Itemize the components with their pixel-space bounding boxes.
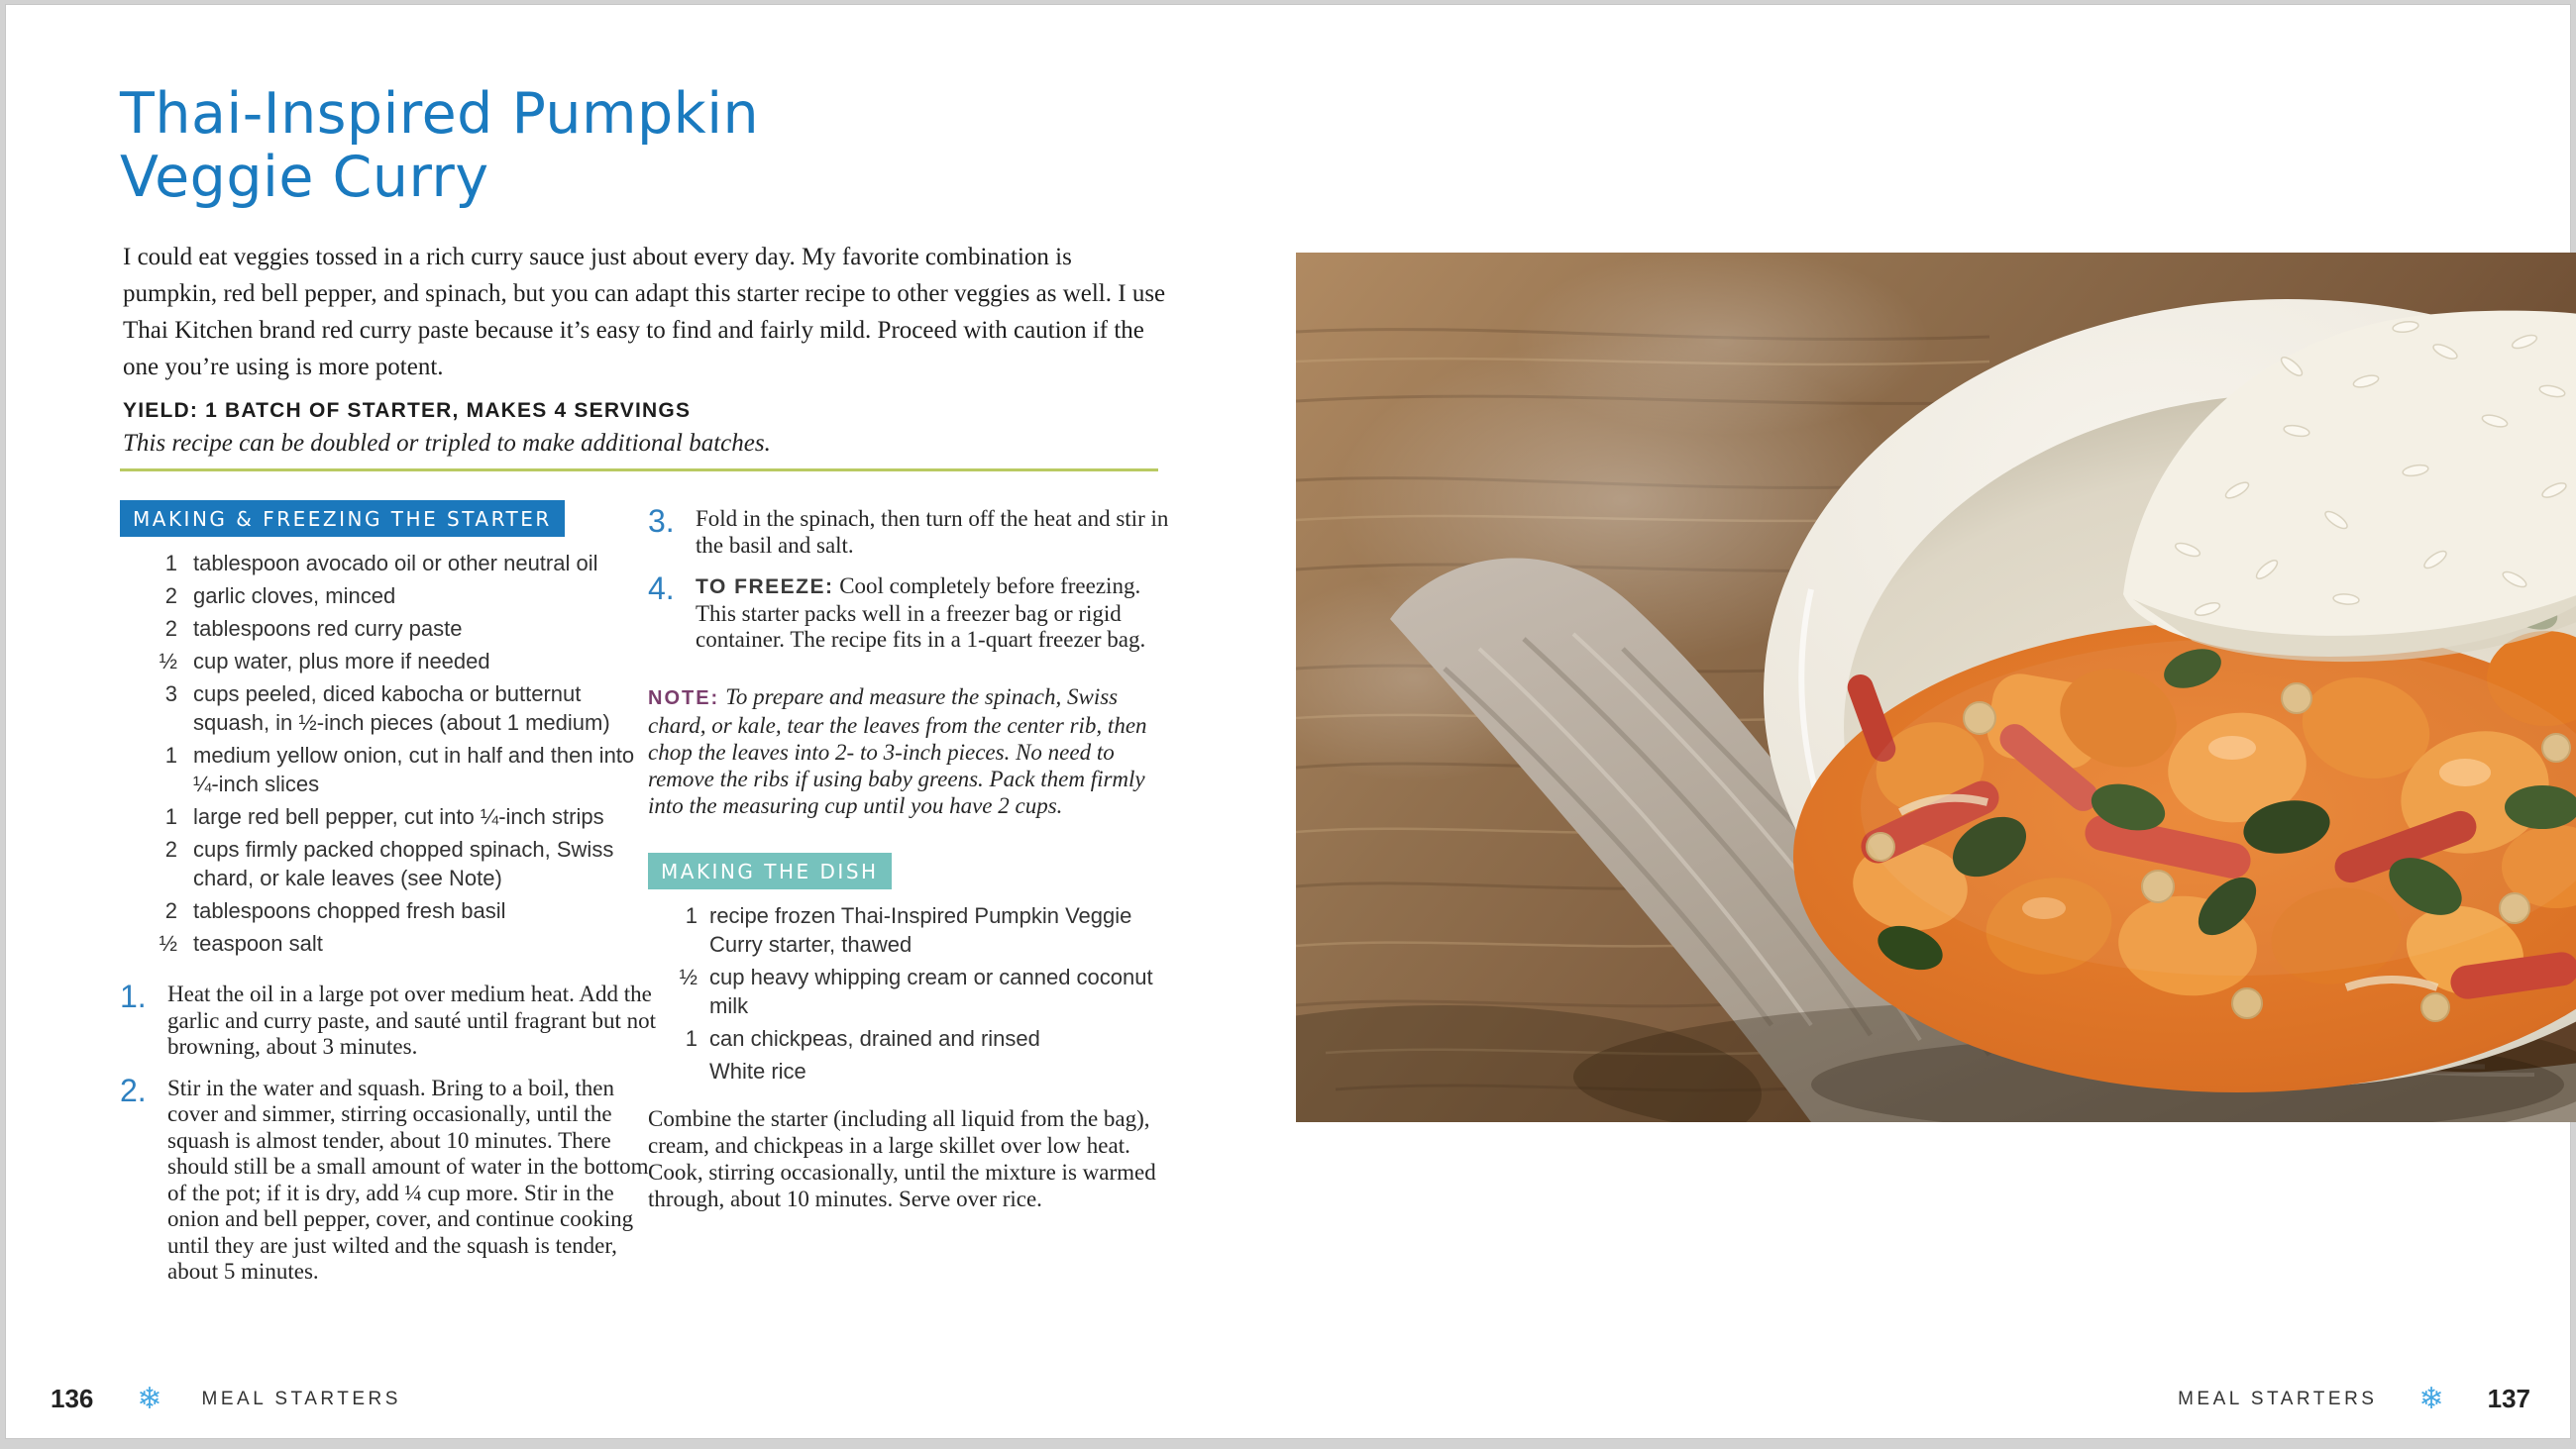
ingredient-row xyxy=(120,896,660,925)
footer-left xyxy=(51,1384,401,1414)
ingredient-qty: ½ xyxy=(159,649,177,673)
dish-section-header: MAKING THE DISH xyxy=(648,853,892,889)
to-freeze-label: TO FREEZE: xyxy=(696,575,834,598)
dish-column xyxy=(648,500,1173,1212)
ingredient-row xyxy=(120,835,660,892)
recipe-intro: I could eat veggies tossed in a rich curry sauce just about every day. My favorite combination is pumpkin, red bell pepper, and spinach, but you can adapt this starter recipe to other veggies as well. I use Thai Kitchen brand red curry paste because it’s easy to find and fairly mild. Proceed with caution if the one you’re using is more potent. xyxy=(123,244,1166,380)
ingredient-row xyxy=(648,963,1173,1020)
dish-ingredient-list xyxy=(648,901,1173,1086)
starter-steps-1-2 xyxy=(120,979,660,1286)
ingredient-text: cups peeled, diced kabocha or butternut squash, in ½-inch pieces (about 1 medium) xyxy=(193,681,610,735)
title-line-2: Veggie Curry xyxy=(120,145,489,210)
step-text: Stir in the water and squash. Bring to a boil, then cover and simmer, stirring occasionally, until the squash is almost tender, about 10 minutes. There should still be a small amount of water in the bottom of the pot; if it is dry, add ¼ cup more. Stir in the onion and bell pepper, cover, and continue cooking until they are just wilted and the squash is tender, about 5 minutes. xyxy=(167,1075,649,1284)
ingredient-text: recipe frozen Thai-Inspired Pumpkin Veggie Curry starter, thawed xyxy=(709,902,1132,957)
ingredient-qty: 2 xyxy=(164,583,177,608)
ingredient-text: cup heavy whipping cream or canned coconut milk xyxy=(709,964,1153,1018)
ingredient-row xyxy=(120,679,660,737)
step-text xyxy=(696,573,1173,654)
yield-line: YIELD: 1 BATCH OF STARTER, MAKES 4 SERVINGS xyxy=(123,399,692,422)
starter-section-header: MAKING & FREEZING THE STARTER xyxy=(120,500,565,537)
step-text: Heat the oil in a large pot over medium heat. Add the garlic and curry paste, and sauté until fragrant but not browning, about 3 minutes. xyxy=(167,982,657,1059)
step-text: Fold in the spinach, then turn off the heat and stir in the basil and salt. xyxy=(696,506,1169,558)
ingredient-qty: 1 xyxy=(685,902,698,928)
ingredient-qty: 2 xyxy=(164,616,177,641)
dish-instructions: Combine the starter (including all liquid from the bag), cream, and chickpeas in a large skillet over low heat. Cook, stirring occasionally, until the mixture is warmed through, about 10 minutes. Serve over rice. xyxy=(648,1105,1156,1211)
page-number-left: 136 xyxy=(51,1384,94,1413)
step-1 xyxy=(120,979,660,1061)
ingredient-text: medium yellow onion, cut in half and then into ¼-inch slices xyxy=(193,743,635,796)
ingredient-text: teaspoon salt xyxy=(193,931,323,956)
starter-steps-3-4 xyxy=(648,503,1173,654)
footer-right xyxy=(2178,1384,2530,1414)
starter-column xyxy=(120,500,660,1300)
ingredient-qty: 3 xyxy=(164,681,177,706)
snowflake-icon: ❄ xyxy=(137,1382,162,1415)
ingredient-text: garlic cloves, minced xyxy=(193,583,396,608)
note-label: NOTE: xyxy=(648,686,720,709)
recipe-photo xyxy=(1296,253,2576,1122)
ingredient-text: cups firmly packed chopped spinach, Swiss chard, or kale leaves (see Note) xyxy=(193,837,614,890)
ingredient-qty: ½ xyxy=(159,931,177,956)
step-3 xyxy=(648,503,1173,559)
ingredient-text: tablespoons chopped fresh basil xyxy=(193,898,506,923)
ingredient-row xyxy=(120,929,660,958)
step-text-body: Cool completely before freezing. This starter packs well in a freezer bag or rigid container. The recipe fits in a 1-quart freezer bag. xyxy=(696,573,1146,652)
step-number: 4. xyxy=(648,570,675,606)
ingredient-row xyxy=(648,901,1173,959)
ingredient-text: tablespoon avocado oil or other neutral oil xyxy=(193,551,598,575)
footer-section-label: MEAL STARTERS xyxy=(201,1388,401,1409)
step-2 xyxy=(120,1072,660,1286)
title-line-1: Thai-Inspired Pumpkin xyxy=(120,81,760,147)
step-number: 3. xyxy=(648,503,675,539)
ingredient-row xyxy=(120,802,660,831)
ingredient-row xyxy=(648,1057,1173,1086)
note-text: To prepare and measure the spinach, Swiss chard, or kale, tear the leaves from the center rib, then chop the leaves into 2- to 3-inch pieces. No need to remove the ribs if using baby greens. Pack them firmly into the measuring cup until you have 2 cups. xyxy=(648,683,1147,818)
step-number: 2. xyxy=(120,1072,147,1108)
ingredient-text: can chickpeas, drained and rinsed xyxy=(709,1025,1040,1051)
ingredient-row xyxy=(120,581,660,610)
ingredient-qty: 1 xyxy=(164,551,177,575)
yield-note: This recipe can be doubled or tripled to make additional batches. xyxy=(123,430,771,457)
ingredient-qty: 1 xyxy=(164,743,177,768)
dish-header-wrap xyxy=(648,853,1173,889)
ingredient-qty: 2 xyxy=(164,898,177,923)
starter-ingredient-list xyxy=(120,549,660,958)
step-4 xyxy=(648,570,1173,654)
ingredient-text: cup water, plus more if needed xyxy=(193,649,490,673)
ingredient-qty: ½ xyxy=(679,964,698,989)
ingredient-qty: 1 xyxy=(685,1025,698,1051)
ingredient-text: tablespoons red curry paste xyxy=(193,616,463,641)
recipe-note xyxy=(648,683,1173,819)
ingredient-qty xyxy=(648,1057,698,1086)
ingredient-row xyxy=(120,614,660,643)
ingredient-qty: 2 xyxy=(164,837,177,862)
page-number-right: 137 xyxy=(2487,1384,2530,1413)
snowflake-icon: ❄ xyxy=(2418,1382,2444,1415)
step-number: 1. xyxy=(120,979,147,1014)
ingredient-row xyxy=(120,741,660,798)
ingredient-text: large red bell pepper, cut into ¼-inch strips xyxy=(193,804,604,829)
ingredient-row xyxy=(120,647,660,675)
page-title xyxy=(120,82,759,209)
book-page xyxy=(5,4,2571,1439)
footer-section-label: MEAL STARTERS xyxy=(2178,1388,2378,1409)
ingredient-row xyxy=(648,1024,1173,1053)
ingredient-text: White rice xyxy=(709,1058,806,1084)
ingredient-qty: 1 xyxy=(164,804,177,829)
section-divider-rule xyxy=(120,468,1158,471)
ingredient-row xyxy=(120,549,660,577)
